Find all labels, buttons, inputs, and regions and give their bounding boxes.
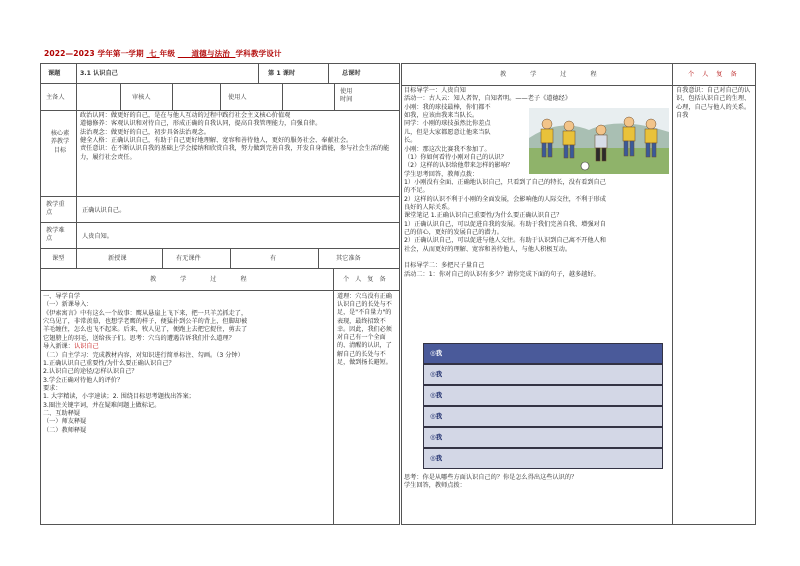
sentence-box: ◎我 [423, 385, 663, 406]
sentence-box: ◎我 [423, 427, 663, 448]
key-point-value: 正确认识自己。 [82, 207, 126, 214]
difficulty-label: 教学难点 [46, 227, 65, 243]
review-header: 个 人 复 备 [688, 71, 740, 78]
topic-value: 3.1 认识自己 [80, 70, 118, 77]
total-periods-label: 总课时 [342, 70, 361, 77]
process-header: 教 学 过 程 [500, 71, 608, 78]
type-value: 新授课 [108, 255, 127, 262]
topic-label: 课题 [48, 70, 61, 77]
use-time-label: 使用时间 [340, 88, 353, 104]
courseware-value: 有 [270, 255, 277, 262]
goals-text [80, 112, 396, 162]
goal-line: 健全人格：正确认识自己，有助于自己更好地理解、宽容和善待他人，更好的服务社会、奉献社会。 [80, 137, 353, 145]
type-label: 课型 [52, 255, 65, 262]
sentence-box: ◎我 [423, 448, 663, 469]
review-header: 个 人 复 备 [343, 276, 388, 283]
difficulty-value: 人贵自知。 [82, 233, 113, 240]
key-point-label: 教学重点 [46, 201, 65, 217]
courseware-label: 有无课件 [176, 255, 201, 262]
right-process-after: 思考：你是从哪些方面认识自己的？你是怎么得出这些认识的？ 学生回答，教师点拨： [404, 474, 578, 490]
process-header: 教 学 过 程 [150, 276, 258, 283]
goals-label: 核心素养教学目标 [50, 130, 70, 154]
sentence-box: ◎我 [423, 406, 663, 427]
left-review-note: 道理：穴乌没有正确认识自己的长处与不足，是"不自量力"的表现，最终招致不幸。因此，我们必须对自己有一个全面的、清醒的认识，了解自己的长处与不足，做到扬长避短。 [337, 293, 392, 366]
goal-line: 法治观念：做更好的自己，初步具备法治观念。 [80, 128, 210, 136]
goal-line: 政治认同：做更好的自己，是在与他人互动的过程中践行社会主义核心价值观 [80, 112, 291, 119]
goal-line: 责任意识：在不断认识自我的基础上学会接纳和欣赏自我，努力做到完善自我，开发自身潜能，参与社会生活的能力，履行社会责任。 [80, 145, 390, 161]
right-process-text: 目标导学一：人贵自知 活动一：古人云：知人者智，自知者明。——老子《道德经》 小刚：我的球技最棒，你们都不 如我，应该由我来当队长。 同学：小刚的球技虽然比你差点 儿，但是大家都愿意让他来当队 长。 小刚：那这次比赛我不参加了。 （1）你如何看待小刚对自己的认识？ （2）这样的认识给他带来怎样的影响？ 学生思考回答，教师点拨： 1）小刚没有全面、正确地认识自己，只看到了自己的特长，没有看到自己 的不足。 2）这样的认识不利于小刚的全面发展，会影响他的人际交往，不利于形成 良好的人际关系。 课堂笔记 1.正确认识自己重要性/为什么要正确认识自己？ 1）正确认识自己，可以促进自我的发展。有助于我们完善自我、增强对自 己的信心，更好的发展自己的潜力。 2）正确认识自己，可以促进与他人交往。有助于认识到自己离不开他人和 社会，从而更好的理解、宽容和善待他人，与他人积极互动。 目标导学二：多把尺子量自己 活动二：1：你对自己的认识有多少？请你完成下面的句子，越多越好。 [404, 87, 606, 278]
document-title: 2022—2023 学年第一学期 七 年级 道德与法治 学科教学设计 [44, 49, 282, 58]
new-lesson-title: 认识自己 [73, 343, 99, 351]
other-prep-label: 其它准备 [336, 255, 361, 262]
period-value: 第 1 课时 [268, 70, 296, 77]
reviewer-label: 审核人 [132, 94, 151, 101]
right-review-note: 自我意识：自己对自己的认识，包括认识自己的生理、心理，自己与他人的关系。自我 [676, 87, 751, 120]
sentence-box: ◎我 [423, 343, 663, 364]
left-process-text: 一、导学自学 （一）新课导入： 《伊索寓言》中有这么一个故事：鹰从悬崖上飞下来，把一只羊羔抓走了， 穴乌见了，非常羡慕，也想学老鹰的样子，便猛扑到公羊的背上，但脚却被 羊毛缠住，怎么也飞不起来。后来，牧人见了，便跑上去把它捉住，剪去了 它翅膀上的羽毛，送给孩子们。思考：穴乌的遭遇告诉我们什么道理？ 导入新课：认识自己 （二）自主学习：完成教材内容，对知识进行简单标注、勾画。（3 分钟） 1.正确认识自己重要性/为什么要正确认识自己？ 2.认识自己的途径/怎样认识自己？ 3.学会正确对待他人的评价？ 要求： 1. 大字精读，小字速读；2. 围绕目标思考题找出答案； 3.圈注关键字词，并在疑难问题上做标记。 二、互助释疑 （一）师友释疑 （二）教师释疑 [43, 293, 248, 434]
preparer-label: 主备人 [46, 94, 65, 101]
goal-line: 道德修养：客观认识和对待自己，形成正确的自我认同，提高自我管理能力，自强自律。 [80, 120, 322, 128]
user-label: 使用人 [228, 94, 247, 101]
sentence-box: ◎我 [423, 364, 663, 385]
